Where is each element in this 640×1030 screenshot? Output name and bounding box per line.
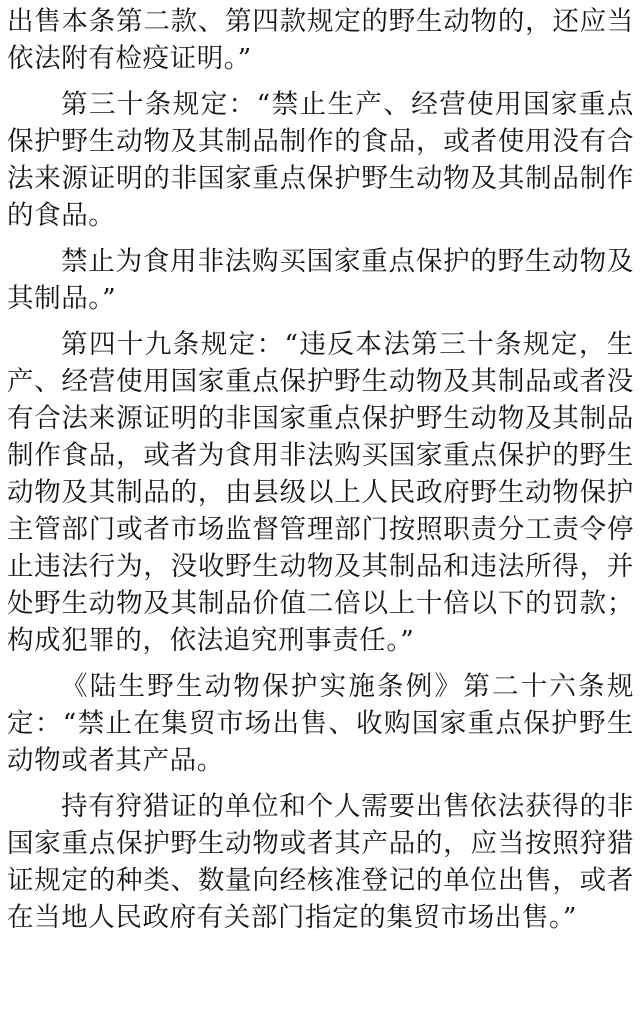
paragraph-regulation-article-26-clause-2: 持有狩猎证的单位和个人需要出售依法获得的非国家重点保护野生动物或者其产品的，应当按照狩猎证规定的种类、数量向经核准登记的单位出售，或者在当地人民政府有关部门指定的集贸市场出售。” (7, 791, 634, 933)
paragraph-regulation-article-26: 《陆生野生动物保护实施条例》第二十六条规定：“禁止在集贸市场出售、收购国家重点保护野生动物或者其产品。 (7, 671, 634, 776)
paragraph-article-49: 第四十九条规定：“违反本法第三十条规定，生产、经营使用国家重点保护野生动物及其制品或者没有合法来源证明的非国家重点保护野生动物及其制品制作食品，或者为食用非法购买国家重点保护的野生动物及其制品的，由县级以上人民政府野生动物保护主管部门或者市场监督管理部门按照职责分工责令停止违法行为，没收野生动物及其制品和违法所得，并处野生动物及其制品价值二倍以上十倍以下的罚款；构成犯罪的，依法追究刑事责任。” (7, 329, 634, 656)
paragraph-article-30-clause-2: 禁止为食用非法购买国家重点保护的野生动物及其制品。” (7, 246, 634, 314)
paragraph-article-30: 第三十条规定：“禁止生产、经营使用国家重点保护野生动物及其制品制作的食品，或者使用没有合法来源证明的非国家重点保护野生动物及其制品制作的食品。 (7, 89, 634, 231)
paragraph-1-continuation: 出售本条第二款、第四款规定的野生动物的，还应当依法附有检疫证明。” (7, 6, 634, 74)
